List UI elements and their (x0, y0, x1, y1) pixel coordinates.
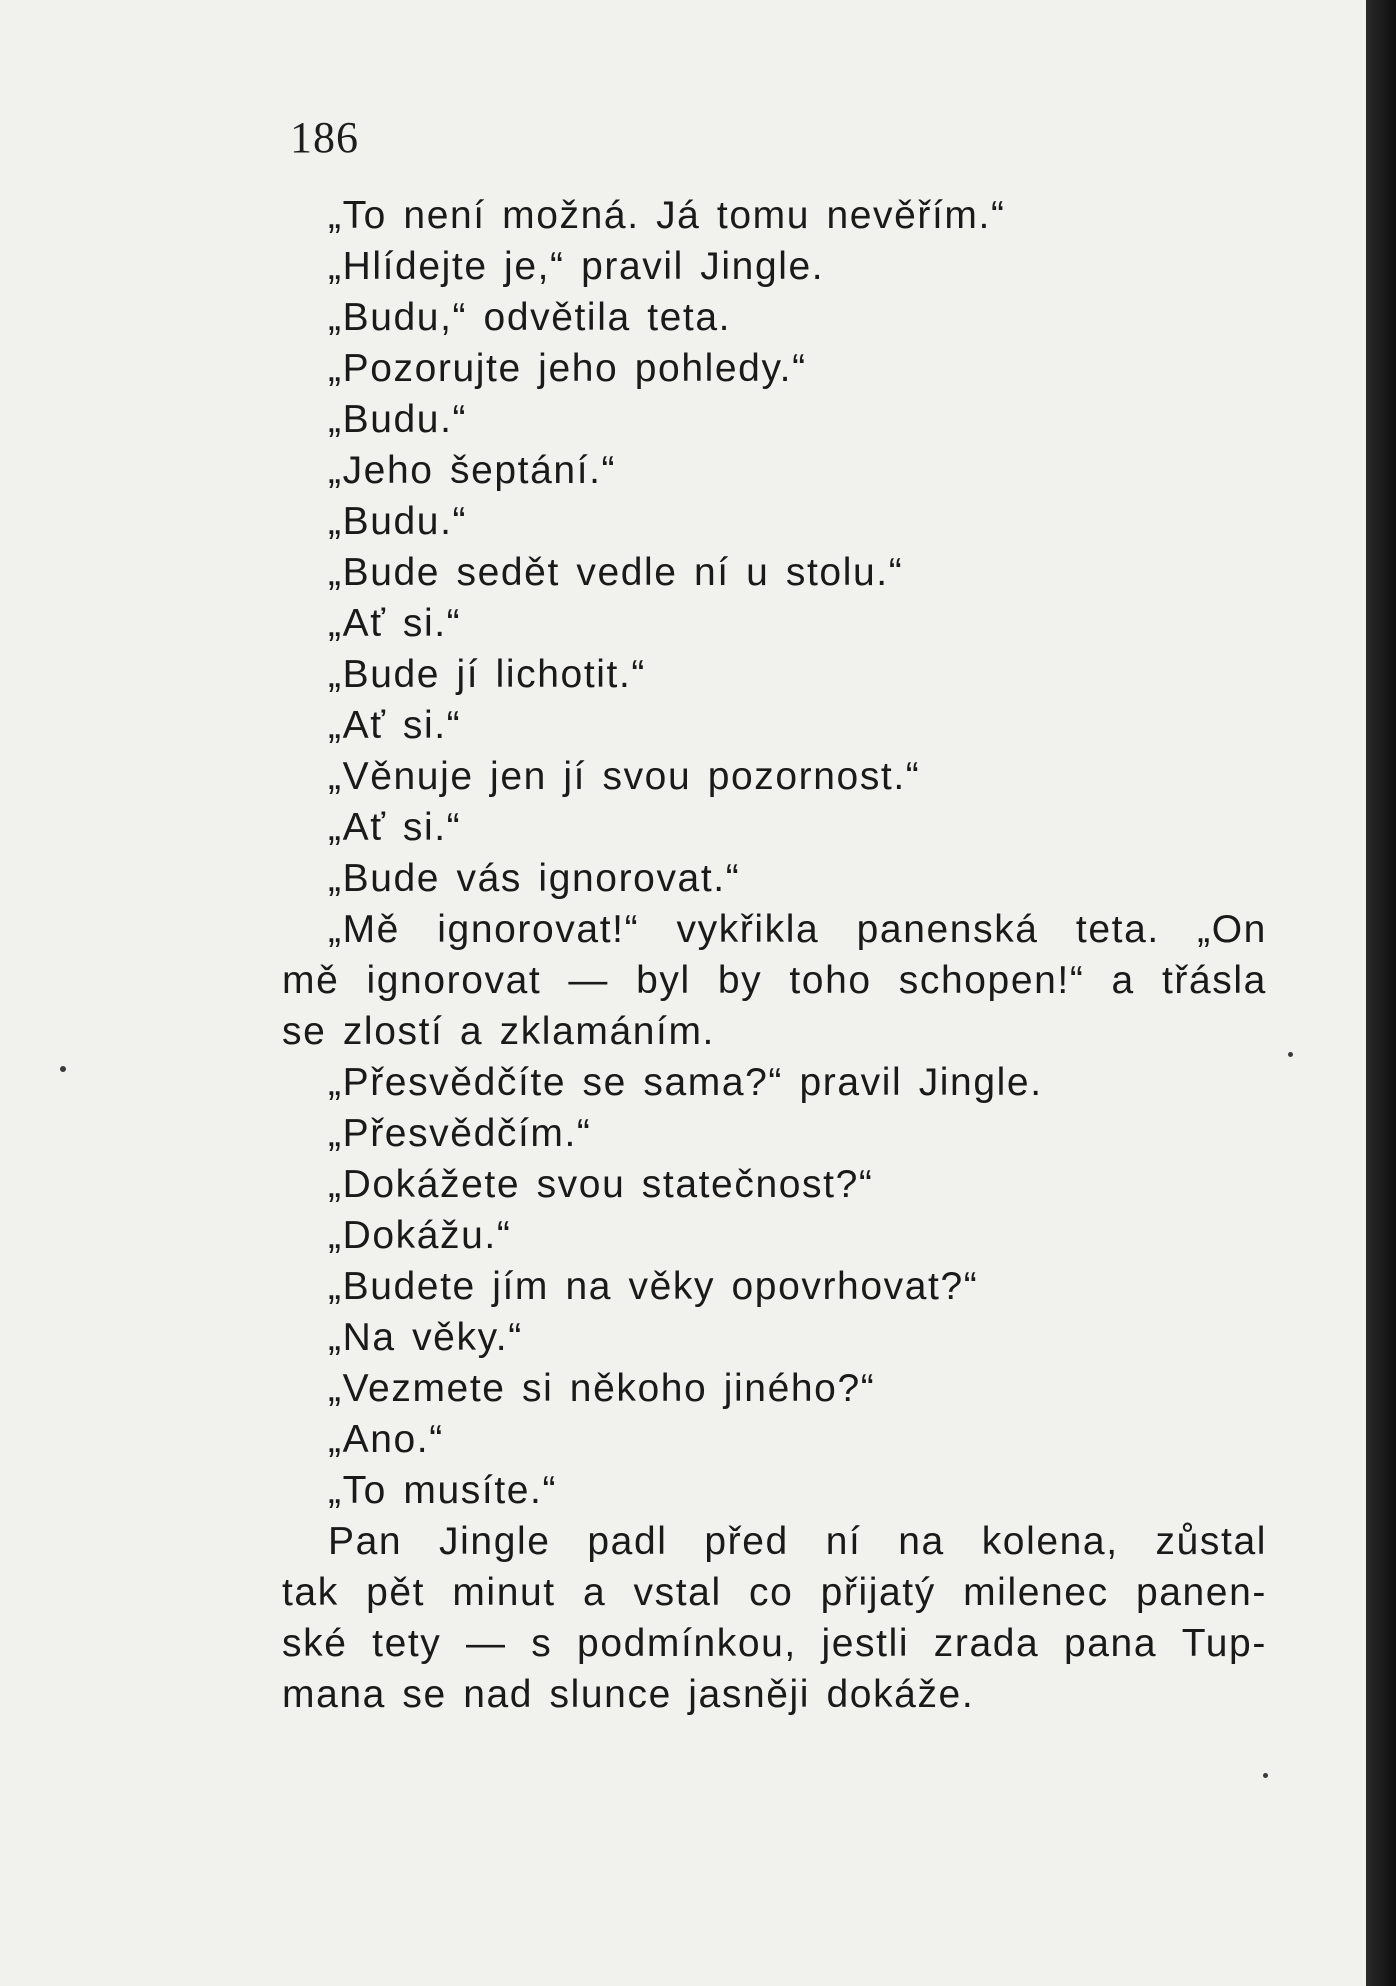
word: ignorovat!“ (437, 908, 640, 951)
word: panenská (856, 908, 1039, 951)
text-line: „Přesvědčíte se sama?“ pravil Jingle. (328, 1061, 1043, 1104)
text-line: „Pozorujte jeho pohledy.“ (328, 347, 807, 390)
word: tety (372, 1622, 442, 1665)
word: ské (282, 1622, 348, 1665)
word: — (568, 959, 610, 1002)
text-line: „To není možná. Já tomu nevěřím.“ (328, 194, 1006, 237)
word: kolena, (981, 1520, 1119, 1563)
word: vykřikla (676, 908, 820, 951)
text-line: „Budu.“ (328, 500, 468, 543)
text-line: „Bude jí lichotit.“ (328, 653, 647, 696)
print-speck (1263, 1773, 1268, 1778)
word: pana (1063, 1622, 1158, 1665)
text-line: „Dokážu.“ (328, 1214, 512, 1257)
text-line: „Přesvědčím.“ (328, 1112, 592, 1155)
word: Pan (328, 1520, 403, 1563)
word: a (582, 1571, 607, 1614)
word: Tup- (1181, 1622, 1267, 1665)
word: milenec (963, 1571, 1109, 1614)
text-line: „Hlídejte je,“ pravil Jingle. (328, 245, 825, 288)
text-line: „Budu,“ odvětila teta. (328, 296, 732, 339)
word: „On (1197, 908, 1267, 951)
word: zůstal (1155, 1520, 1267, 1563)
text-line: „Na věky.“ (328, 1316, 523, 1359)
text-line (282, 1618, 1267, 1669)
text-line: „Ať si.“ (328, 704, 462, 747)
word: padl (587, 1520, 668, 1563)
word: mě (282, 959, 340, 1002)
word: zrada (933, 1622, 1040, 1665)
text-line: mana se nad slunce jasněji dokáže. (282, 1673, 975, 1716)
book-spine-edge (1366, 0, 1396, 1986)
text-line: „Dokážete svou statečnost?“ (328, 1163, 874, 1206)
text-line (282, 955, 1267, 1006)
word: by (717, 959, 763, 1002)
text-line: „Ať si.“ (328, 602, 462, 645)
word: podmínkou, (577, 1622, 797, 1665)
print-speck (60, 1066, 66, 1072)
word: na (898, 1520, 945, 1563)
text-line: „Vezmete si někoho jiného?“ (328, 1367, 876, 1410)
text-line: „Věnuje jen jí svou pozornost.“ (328, 755, 921, 798)
text-line: „Budu.“ (328, 398, 468, 441)
word: minut (452, 1571, 556, 1614)
text-line (282, 904, 1267, 955)
word: s (531, 1622, 553, 1665)
text-line: „To musíte.“ (328, 1469, 558, 1512)
text-line: „Bude vás ignorovat.“ (328, 857, 741, 900)
word: teta. (1075, 908, 1160, 951)
word: toho (789, 959, 872, 1002)
text-line: „Ano.“ (328, 1418, 444, 1461)
word: a (1111, 959, 1135, 1002)
word: schopen!“ (898, 959, 1085, 1002)
text-line: se zlostí a zklamáním. (282, 1010, 715, 1053)
word: pět (366, 1571, 426, 1614)
word: přijatý (820, 1571, 936, 1614)
page-text (282, 190, 1267, 1720)
word: panen- (1135, 1571, 1267, 1614)
text-line: „Jeho šeptání.“ (328, 449, 617, 492)
print-speck (1288, 1052, 1293, 1057)
word: Jingle (439, 1520, 551, 1563)
text-line: „Ať si.“ (328, 806, 462, 849)
word: — (466, 1622, 507, 1665)
word: třásla (1161, 959, 1267, 1002)
page-number: 186 (290, 113, 359, 162)
text-line: „Bude sedět vedle ní u stolu.“ (328, 551, 904, 594)
word: „Mě (328, 908, 400, 951)
word: tak (282, 1571, 339, 1614)
word: ignorovat (366, 959, 542, 1002)
word: ní (825, 1520, 862, 1563)
text-line: „Budete jím na věky opovrhovat?“ (328, 1265, 979, 1308)
word: co (748, 1571, 794, 1614)
word: jestli (821, 1622, 910, 1665)
text-line (282, 1567, 1267, 1618)
word: vstal (633, 1571, 722, 1614)
text-line (282, 1516, 1267, 1567)
word: před (704, 1520, 789, 1563)
word: byl (636, 959, 691, 1002)
